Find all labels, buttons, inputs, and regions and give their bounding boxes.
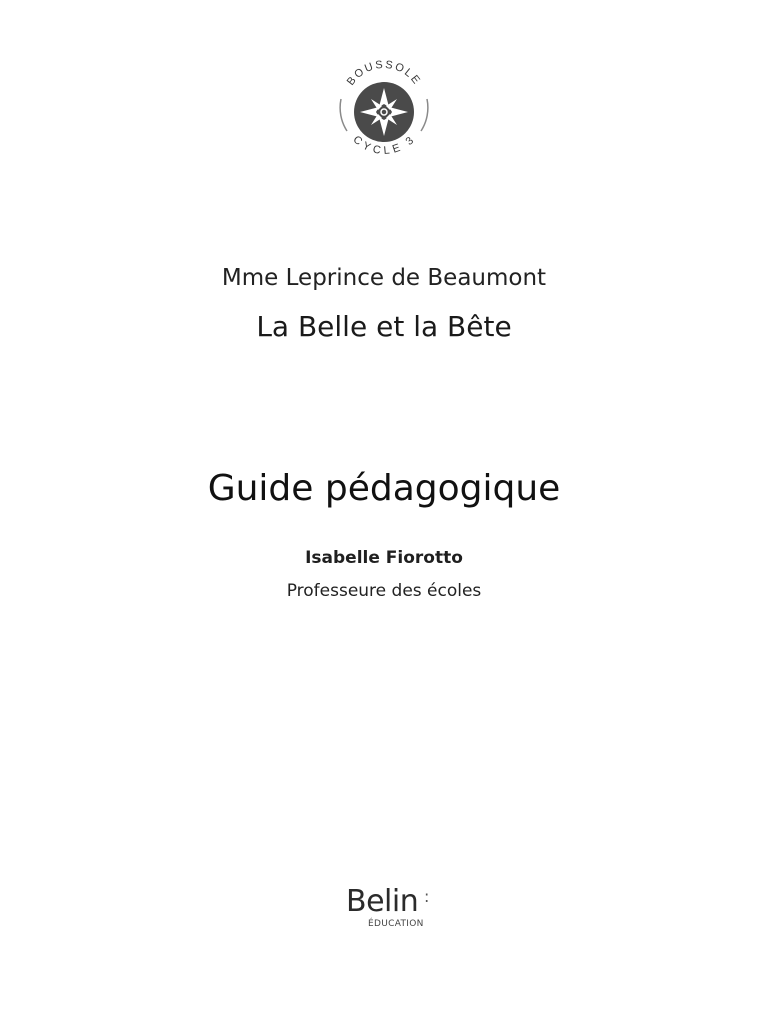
guide-author: Isabelle Fiorotto — [305, 548, 463, 568]
guide-title: Guide pédagogique — [207, 468, 561, 509]
badge-top-text: BOUSSOLE — [344, 58, 424, 88]
badge-ring-right — [421, 99, 428, 131]
book-author: Mme Leprince de Beaumont — [221, 265, 547, 291]
collection-logo — [333, 55, 435, 171]
badge-ring-left — [340, 99, 347, 131]
badge-bottom-text: CYCLE 3 — [350, 133, 418, 157]
guide-author-role: Professeure des écoles — [286, 581, 482, 601]
collection-badge — [333, 55, 435, 171]
publisher-subtitle: ÉDUCATION — [368, 919, 424, 929]
publisher-logo — [346, 884, 456, 934]
book-title: La Belle et la Bête — [256, 310, 512, 343]
publisher-colon: : — [424, 887, 430, 906]
publisher-name: Belin — [346, 884, 419, 919]
